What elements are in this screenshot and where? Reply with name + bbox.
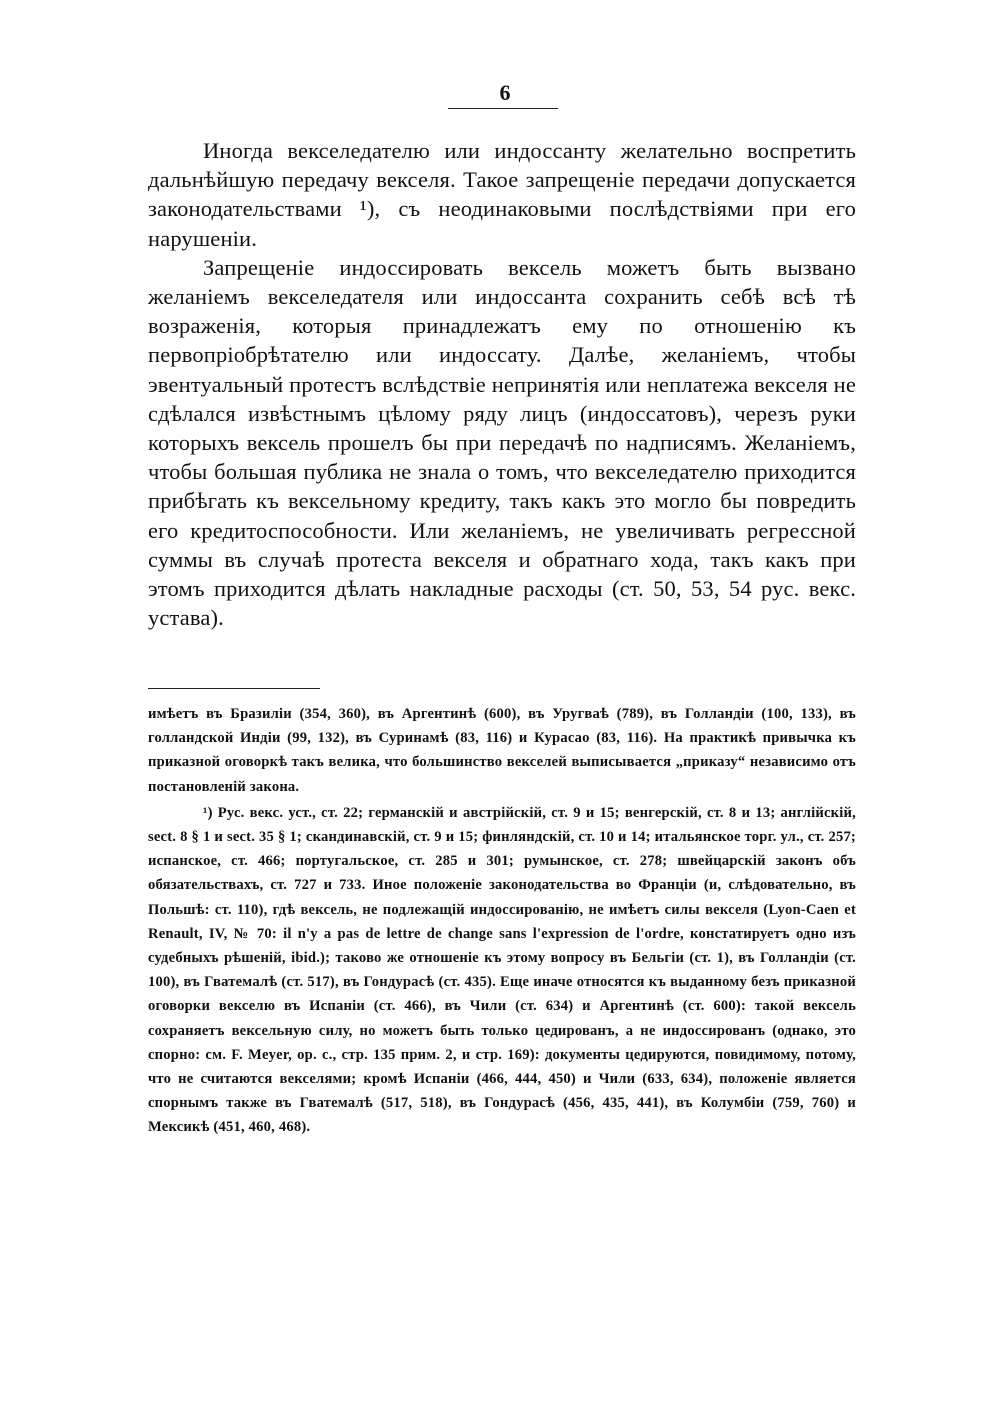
page-number: 6	[499, 80, 511, 105]
main-text	[148, 136, 856, 632]
header-rule	[448, 108, 558, 109]
footnote-continuation: имѣетъ въ Бразиліи (354, 360), въ Аргентинѣ (600), въ Уругваѣ (789), въ Голландіи (100, 133), въ голландской Индіи (99, 132), въ Суринамѣ (83, 116) и Курасао (83, 116). На практикѣ привычка къ приказной оговоркѣ такъ велика, что большинство векселей выписывается „приказу“ независимо отъ постановленій закона.	[148, 706, 856, 795]
footnote-1: ¹) Рус. векс. уст., ст. 22; германскій и австрійскій, ст. 9 и 15; венгерскій, ст. 8 и 13; англійскій, sect. 8 § 1 и sect. 35 § 1; скандинавскій, ст. 9 и 15; финляндскій, ст. 10 и 14; итальянское торг. ул., ст. 257; испанское, ст. 466; португальское, ст. 285 и 301; румынское, ст. 278; швейцарскій законъ объ обязательствахъ, ст. 727 и 733. Иное положеніе законодательства во Франціи (и, слѣдовательно, въ Польшѣ: ст. 110), гдѣ вексель, не подлежащій индоссированію, не имѣетъ силы векселя (Lyon-Caen et Renault, IV, № 70: il n'y a pas de lettre de change sans l'expression de l'ordre, констатируетъ одно изъ судебныхъ рѣшеній, ibid.); таково же отношеніе къ этому вопросу въ Бельгіи (ст. 1), въ Голландіи (ст. 100), въ Гватемалѣ (ст. 517), въ Гондурасѣ (ст. 435). Еще иначе относятся къ выданному безъ приказной оговорки векселю въ Испаніи (ст. 466), въ Чили (ст. 634) и Аргентинѣ (ст. 600): такой вексель сохраняетъ вексельную силу, но можетъ быть только цедированъ, а не индоссированъ (однако, это спорно: см. F. Meyer, op. c., стр. 135 прим. 2, и стр. 169): документы цедируются, повидимому, потому, что не считаются векселями; кромѣ Испаніи (466, 444, 450) и Чили (633, 634), положеніе является спорнымъ также въ Гватемалѣ (517, 518), въ Гондурасѣ (456, 435, 441), въ Колумбіи (759, 760) и Мексикѣ (451, 460, 468).	[148, 804, 856, 1136]
paragraph-2: Запрещеніе индоссировать вексель можетъ быть вызвано желаніемъ векселедателя или индоссанта сохранить себѣ всѣ тѣ возраженія, которыя принадлежатъ ему по отношенію къ первопріобрѣтателю или индоссату. Далѣе, желаніемъ, чтобы эвентуальный протестъ вслѣдствіе непринятія или неплатежа векселя не сдѣлался извѣстнымъ цѣлому ряду лицъ (индоссатовъ), черезъ руки которыхъ вексель прошелъ бы при передачѣ по надписямъ. Желаніемъ, чтобы большая публика не знала о томъ, что векселедателю приходится прибѣгать къ вексельному кредиту, такъ какъ это могло бы повредить его кредитоспособности. Или желаніемъ, не увеличивать регрессной суммы въ случаѣ протеста векселя и обратнаго хода, такъ какъ при этомъ приходится дѣлать накладные расходы (ст. 50, 53, 54 рус. векс. устава).	[148, 254, 856, 631]
footnotes	[148, 702, 856, 1140]
paragraph-1: Иногда векселедателю или индоссанту желательно воспретить дальнѣйшую передачу векселя. Такое запрещеніе передачи допускается законодательствами ¹), съ неодинаковыми послѣдствіями при его нарушеніи.	[148, 138, 856, 251]
footnote-rule	[148, 688, 320, 689]
